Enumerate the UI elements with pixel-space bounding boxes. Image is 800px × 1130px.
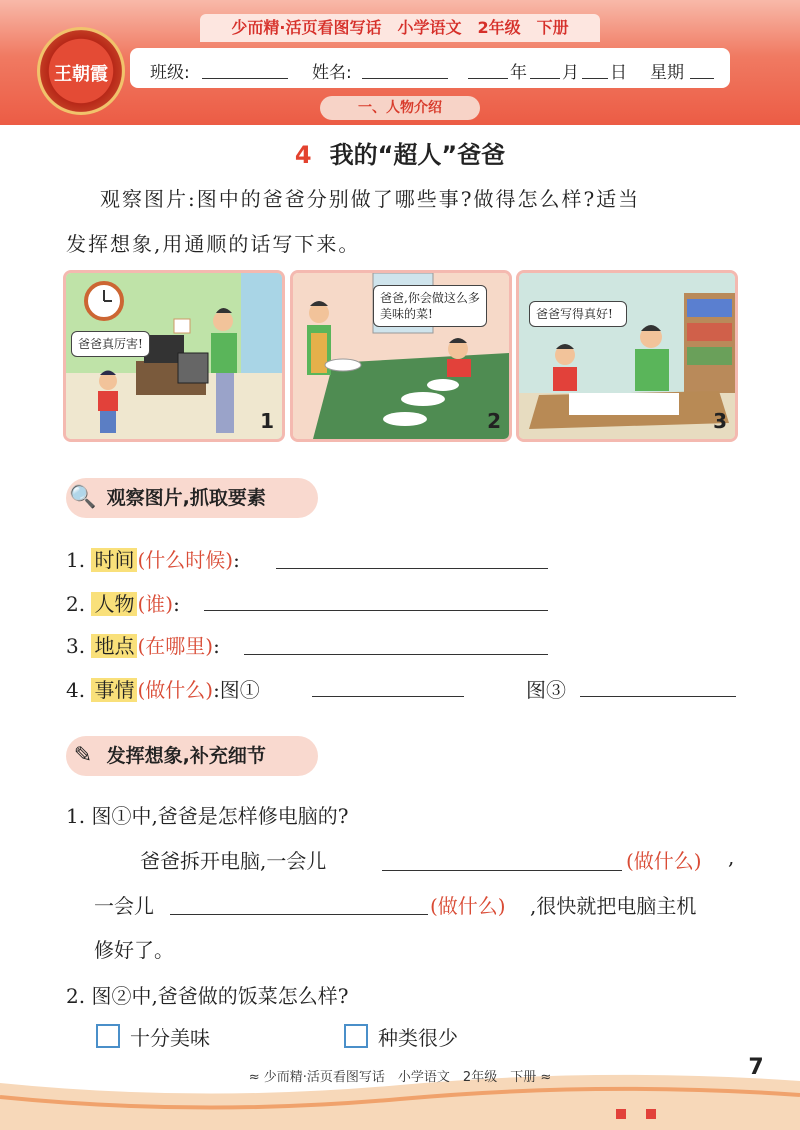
checkbox[interactable] bbox=[344, 1024, 368, 1048]
observe-item-1 bbox=[66, 544, 240, 573]
observe-item-3 bbox=[66, 630, 220, 659]
q1-comma: , bbox=[728, 845, 735, 869]
weekday-field[interactable] bbox=[690, 78, 714, 79]
question-2: 2. 图②中,爸爸做的饭菜怎么样? bbox=[66, 984, 349, 1008]
picture-panel-3 bbox=[516, 270, 738, 442]
option-label: 种类很少 bbox=[378, 1026, 458, 1050]
item-tag: 事情 bbox=[91, 678, 137, 702]
observe-item-4 bbox=[66, 674, 260, 703]
day-label: 日 bbox=[610, 63, 627, 83]
lesson-number: 4 bbox=[294, 141, 312, 169]
speech-bubble-2: 爸爸,你会做这么多美味的菜! bbox=[373, 285, 487, 327]
lesson-title bbox=[0, 135, 800, 170]
observe-item-2 bbox=[66, 588, 180, 617]
event-pic3-answer-line[interactable] bbox=[580, 696, 736, 697]
item-number: 1. bbox=[66, 548, 86, 572]
q1-line-1-start: 爸爸拆开电脑,一会儿 bbox=[140, 849, 327, 873]
item-suffix: : bbox=[213, 634, 220, 658]
month-label: 月 bbox=[562, 63, 579, 83]
place-answer-line[interactable] bbox=[244, 654, 548, 655]
item-hint: (在哪里) bbox=[137, 634, 214, 658]
panel-number-2: 2 bbox=[487, 409, 501, 433]
day-field[interactable] bbox=[582, 78, 608, 79]
checkbox[interactable] bbox=[96, 1024, 120, 1048]
q1-blank-1[interactable] bbox=[382, 870, 622, 871]
name-label: 姓名: bbox=[312, 63, 352, 83]
event-pic1-answer-line[interactable] bbox=[312, 696, 464, 697]
weekday-label: 星期 bbox=[650, 63, 684, 83]
scene-calligraphy bbox=[519, 273, 735, 439]
q1-blank-2[interactable] bbox=[170, 914, 428, 915]
q1-hint-1: (做什么) bbox=[626, 849, 702, 873]
month-field[interactable] bbox=[530, 78, 560, 79]
section-label: 一、人物介绍 bbox=[320, 96, 480, 120]
item-suffix: :图① bbox=[213, 678, 260, 702]
item-hint: (什么时候) bbox=[137, 548, 234, 572]
name-field[interactable] bbox=[362, 78, 448, 79]
student-info-bar bbox=[130, 48, 730, 88]
lesson-title-text: 我的“超人”爸爸 bbox=[329, 141, 506, 169]
year-label: 年 bbox=[510, 63, 527, 83]
item-suffix: : bbox=[233, 548, 240, 572]
option-delicious[interactable] bbox=[96, 1022, 210, 1051]
page-number: 7 bbox=[748, 1055, 764, 1080]
item-suffix: : bbox=[173, 592, 180, 616]
people-answer-line[interactable] bbox=[204, 610, 548, 611]
item-tag: 地点 bbox=[91, 634, 137, 658]
child-writing-icon: ✎ bbox=[73, 743, 93, 768]
imagine-heading bbox=[66, 736, 318, 776]
q1-line-3: 修好了。 bbox=[94, 938, 174, 962]
option-label: 十分美味 bbox=[130, 1026, 210, 1050]
class-field[interactable] bbox=[202, 78, 288, 79]
item-number: 4. bbox=[66, 678, 86, 702]
instruction-line-1: 观察图片:图中的爸爸分别做了哪些事?做得怎么样?适当 bbox=[100, 187, 641, 211]
question-1: 1. 图①中,爸爸是怎样修电脑的? bbox=[66, 804, 349, 828]
item-hint: (做什么) bbox=[137, 678, 214, 702]
magnifier-icon: 🔍 bbox=[69, 485, 97, 510]
item-number: 2. bbox=[66, 592, 86, 616]
picture-panel-1 bbox=[63, 270, 285, 442]
book-title: 少而精·活页看图写话 小学语文 2年级 下册 bbox=[200, 14, 600, 42]
speech-bubble-3: 爸爸写得真好! bbox=[529, 301, 627, 327]
time-answer-line[interactable] bbox=[276, 568, 548, 569]
item-number: 3. bbox=[66, 634, 86, 658]
observe-heading bbox=[66, 478, 318, 518]
panel-number-3: 3 bbox=[713, 409, 727, 433]
instruction-line-2: 发挥想象,用通顺的话写下来。 bbox=[66, 232, 361, 256]
badge-text: 王朝霞 bbox=[54, 64, 108, 85]
event-pic3-label: 图③ bbox=[526, 678, 566, 702]
item-tag: 人物 bbox=[91, 592, 137, 616]
q1-line-2-end: ,很快就把电脑主机 bbox=[530, 894, 697, 918]
footer-text: ≈ 少而精·活页看图写话 小学语文 2年级 下册 ≈ bbox=[248, 1070, 552, 1085]
class-label: 班级: bbox=[150, 63, 190, 83]
option-few-kinds[interactable] bbox=[344, 1022, 458, 1051]
item-hint: (谁) bbox=[137, 592, 174, 616]
q1-hint-2: (做什么) bbox=[430, 894, 506, 918]
year-field[interactable] bbox=[468, 78, 508, 79]
imagine-heading-text: 发挥想象,补充细节 bbox=[106, 745, 266, 767]
picture-panel-2 bbox=[290, 270, 512, 442]
observe-heading-text: 观察图片,抓取要素 bbox=[106, 487, 266, 509]
q1-line-2-start: 一会儿 bbox=[94, 894, 154, 918]
item-tag: 时间 bbox=[91, 548, 137, 572]
panel-number-1: 1 bbox=[260, 409, 274, 433]
speech-bubble-1: 爸爸真厉害! bbox=[71, 331, 150, 357]
